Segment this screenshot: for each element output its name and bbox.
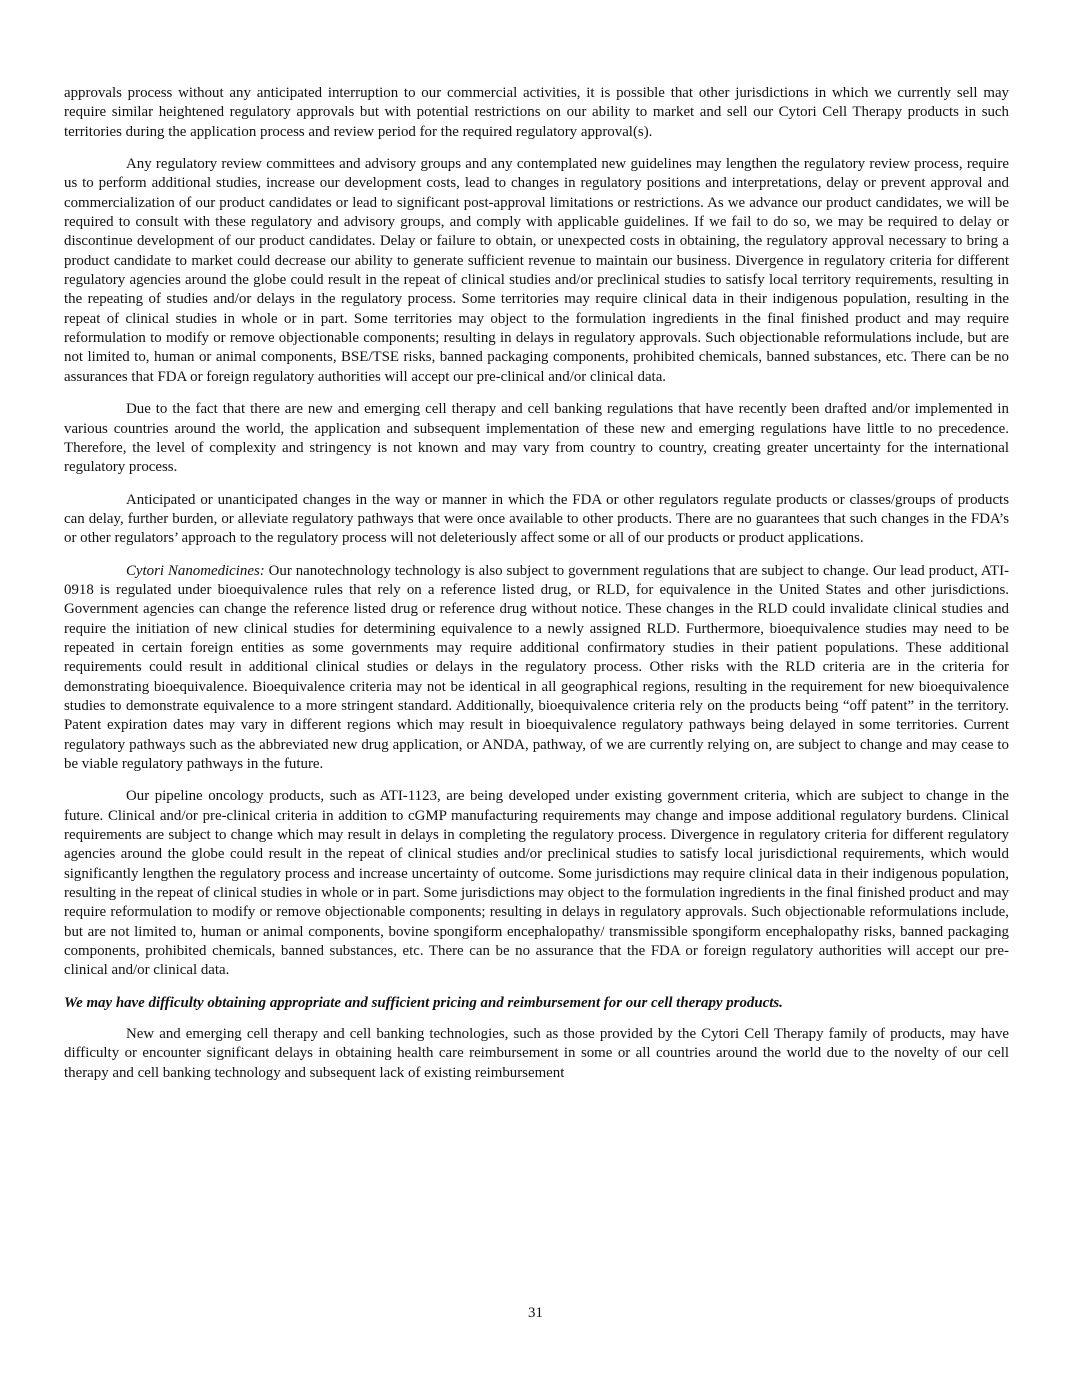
page-number: 31 <box>528 1305 543 1321</box>
document-page <box>64 84 1009 1096</box>
section-heading: We may have difficulty obtaining appropriate and sufficient pricing and reimbursement for our cell therapy products. <box>64 994 783 1011</box>
paragraph-emerging-regulations: Due to the fact that there are new and emerging cell therapy and cell banking regulations that have recently been drafted and/or implemented in various countries around the world, the application and subsequent implementation of these new and emerging regulations have little to no precedence. Therefore, the level of complexity and stringency is not known and may vary from country to country, creating greater uncertainty for the international regulatory process. <box>64 401 1009 476</box>
paragraph-regulatory-review: Any regulatory review committees and advisory groups and any contemplated new guidelines may lengthen the regulatory review process, require us to perform additional studies, increase our development costs, lead to changes in regulatory positions and interpretations, delay or prevent approval and commercialization of our product candidates or lead to significant post-approval limitations or restrictions. As we advance our product candidates, we will be required to consult with these regulatory and advisory groups, and comply with applicable guidelines. If we fail to do so, we may be required to delay or discontinue development of our product candidates. Delay or failure to obtain, or unexpected costs in obtaining, the regulatory approval necessary to bring a product candidate to market could decrease our ability to generate sufficient revenue to maintain our business. Divergence in regulatory criteria for different regulatory agencies around the globe could result in the repeat of clinical studies and/or preclinical studies to satisfy local territory requirements, resulting in the repeating of studies and/or delays in the regulatory process. Some territories may require clinical data in their indigenous population, resulting in the repeat of clinical studies in whole or in part. Some territories may object to the formulation ingredients in the final finished product and may require reformulation to modify or remove objectionable components; resulting in delays in regulatory approvals. Such objectionable reformulations include, but are not limited to, human or animal components, BSE/TSE risks, banned packaging components, prohibited chemicals, banned substances, etc. There can be no assurances that FDA or foreign regulatory authorities will accept our pre-clinical and/or clinical data. <box>64 156 1009 385</box>
paragraph-nanomedicines <box>64 562 1009 775</box>
paragraph-continuation: approvals process without any anticipated interruption to our commercial activities, it is possible that other jurisdictions in which we currently sell may require similar heightened regulatory approvals but with potential restrictions on our ability to market and sell our Cytori Cell Therapy products in such territories during the application process and review period for the required regulatory approval(s). <box>64 85 1009 140</box>
paragraph-reimbursement: New and emerging cell therapy and cell banking technologies, such as those provided by the Cytori Cell Therapy family of products, may have difficulty or encounter significant delays in obtaining health care reimbursement in some or all countries around the world due to the novelty of our cell therapy and cell banking technology and subsequent lack of existing reimbursement <box>64 1026 1009 1081</box>
paragraph-lead-in: Cytori Nanomedicines: <box>126 562 265 579</box>
paragraph-oncology-pipeline: Our pipeline oncology products, such as ATI-1123, are being developed under existing government criteria, which are subject to change in the future. Clinical and/or pre-clinical criteria in addition to cGMP manufacturing requirements may change and impose additional regulatory burdens. Clinical requirements are subject to change which may result in delays in completing the regulatory process. Divergence in regulatory criteria for different regulatory agencies around the globe could result in the repeat of clinical studies and/or preclinical studies to satisfy local jurisdictional requirements, which would significantly lengthen the regulatory process and increase uncertainty of outcome. Some jurisdictions may require clinical data in their indigenous population, resulting in the repeat of clinical studies in whole or in part. Some jurisdictions may object to the formulation ingredients in the final finished product and may require reformulation to modify or remove objectionable components; resulting in delays in regulatory approvals. Such objectionable reformulations include, but are not limited to, human or animal components, bovine spongiform encephalopathy/ transmissible spongiform encephalopathy risks, banned packaging components, prohibited chemicals, banned substances, etc. There can be no assurance that the FDA or foreign regulatory authorities will accept our pre-clinical and/or clinical data. <box>64 788 1009 979</box>
paragraph-regulator-changes: Anticipated or unanticipated changes in the way or manner in which the FDA or other regulators regulate products or classes/groups of products can delay, further burden, or alleviate regulatory pathways that were once available to other products. There are no guarantees that such changes in the FDA’s or other regulators’ approach to the regulatory process will not deleteriously affect some or all of our products or product applications. <box>64 491 1009 547</box>
paragraph-nanomedicines-body: Our nanotechnology technology is also subject to government regulations that are subject to change. Our lead product, ATI-0918 is regulated under bioequivalence rules that rely on a reference listed drug, or RLD, for equivalence in the United States and other jurisdictions. Government agencies can change the reference listed drug or reference drug without notice. These changes in the RLD could invalidate clinical studies and require the initiation of new clinical studies for determining equivalence to a newly assigned RLD. Furthermore, bioequivalence studies may need to be repeated in certain foreign entities as some governments may require additional confirmatory studies in their patient populations. These additional requirements could result in additional clinical studies or delays in the regulatory process. Other risks with the RLD criteria are in the criteria for demonstrating bioequivalence. Bioequivalence criteria may not be identical in all geographical regions, resulting in the requirement for new bioequivalence studies to demonstrate equivalence to a more stringent standard. Additionally, bioequivalence criteria rely on the products being “off patent” in the territory. Patent expiration dates may vary in different regions which may result in bioequivalence regulatory pathways being delayed in some territories. Current regulatory pathways such as the abbreviated new drug application, or ANDA, pathway, of we are currently relying on, are subject to change and may cease to be viable regulatory pathways in the future. <box>64 562 1009 772</box>
